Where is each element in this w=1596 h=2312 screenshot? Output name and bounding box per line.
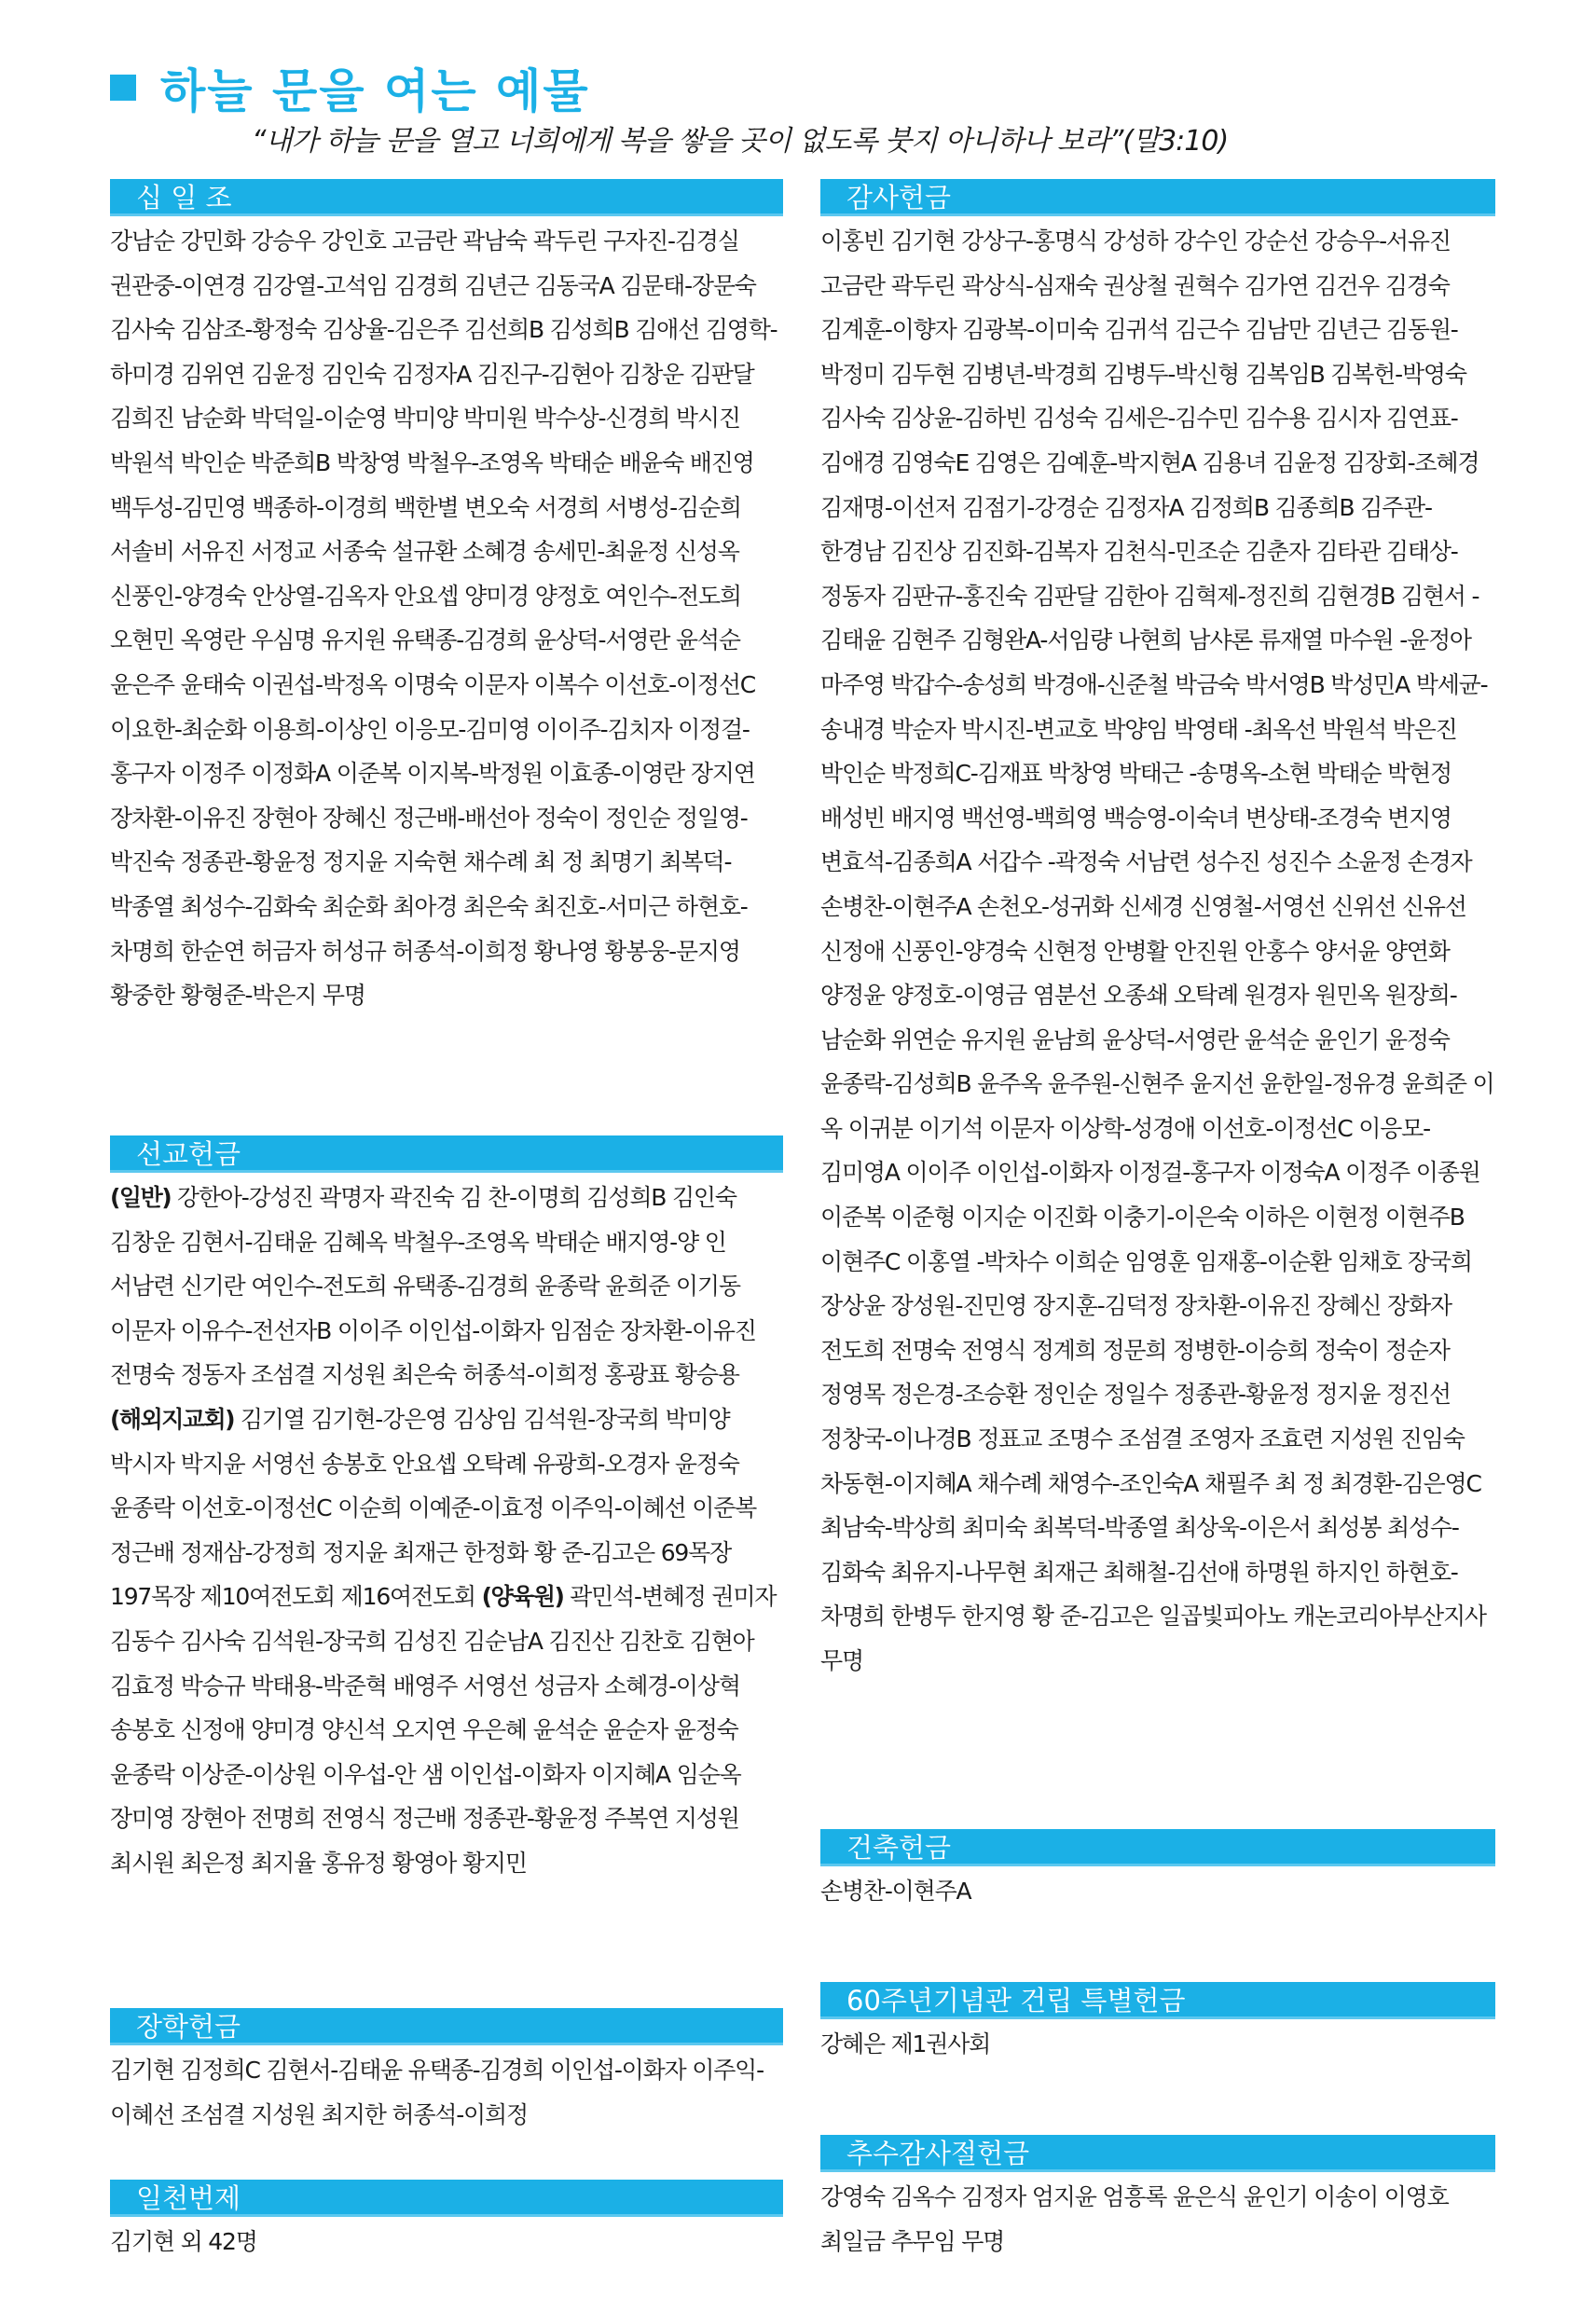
section-thanksgiving <box>820 179 1495 1684</box>
scholarship-names: 김기현 김정희C 김현서-김태윤 유택종-김경희 이인섭-이화자 이주익-이혜선 조섬결 지성원 최지한 허종석-이희정 <box>110 2057 764 2128</box>
section-first-thousand <box>110 2180 783 2264</box>
mission-general-names: 강한아-강성진 곽명자 곽진숙 김 찬-이명희 김성희B 김인숙 김창운 김현서-김태윤 김혜옥 박철우-조영옥 박태순 배지영-양 인 서남련 신기란 여인수-전도희 유택종-김경희 윤종락 윤희준 이기동 이문자 이유수-전선자B 이이주 이인섭-이화자 임점순 장차환-이유진 전명숙 정동자 조섬결 지성원 최은숙 허종석-이희정 홍광표 황승용 <box>110 1184 756 1389</box>
section-heading-anniversary: 60주년기념관 건립 특별헌금 <box>820 1982 1495 2019</box>
page-title: 하늘 문을 여는 예물 <box>160 64 590 118</box>
mission-nursing-label: (양육원) <box>481 1583 564 1611</box>
harvest-names: 강영숙 김옥수 김정자 엄지윤 엄흥록 윤은식 윤인기 이송이 이영호 최일금 추무임 무명 <box>820 2183 1449 2255</box>
section-scholarship <box>110 2008 783 2137</box>
mission-names <box>110 1176 783 1886</box>
section-heading-mission: 선교헌금 <box>110 1135 783 1173</box>
mission-overseas-names: 김기열 김기현-강은영 김상임 김석원-장국희 박미양 박시자 박지윤 서영선 송봉호 안요셉 오탁례 유광희-오경자 윤정숙 윤종락 이선호-이정선C 이순희 이예준-이효정 이주익-이혜선 이준복 정근배 정재삼-강정희 정지윤 최재근 한정화 황 준-김고은 69목장 197목장 제10여전도회 제16여전도회 <box>110 1405 757 1611</box>
mission-general-label: (일반) <box>110 1184 172 1211</box>
first-thousand-names: 김기현 외 42명 <box>110 2228 257 2255</box>
scripture-subtitle: “내가 하늘 문을 열고 너희에게 복을 쌓을 곳이 없도록 붓지 아니하나 보라”(말3:10) <box>252 125 1229 158</box>
section-heading-first-thousand: 일천번제 <box>110 2180 783 2217</box>
anniversary-names: 강혜은 제1권사회 <box>820 2030 991 2057</box>
mission-nursing-names: 곽민석-변혜정 권미자 김동수 김사숙 김석원-장국희 김성진 김순남A 김진산 김찬호 김현아 김효정 박승규 박태용-박준혁 배영주 서영선 성금자 소혜경-이상혁 송봉호 신정애 양미경 양신석 오지연 우은혜 윤석순 윤순자 윤정숙 윤종락 이상준-이상원 이우섭-안 샘 이인섭-이화자 이지혜A 임순옥 장미영 장현아 전명희 전영식 정근배 정종관-황윤정 주복연 지성원 최시원 최은정 최지율 홍유정 황영아 황지민 <box>110 1583 777 1877</box>
mission-overseas-label: (해외지교회) <box>110 1405 235 1433</box>
section-anniversary <box>820 1982 1495 2067</box>
tithe-names: 강남순 강민화 강승우 강인호 고금란 곽남숙 곽두린 구자진-김경실 권관중-이연경 김강열-고석임 김경희 김년근 김동국A 김문태-장문숙 김사숙 김삼조-황정숙 김상율-김은주 김선희B 김성희B 김애선 김영학-하미경 김위연 김윤정 김인숙 김정자A 김진구-김현아 김창운 김판달 김희진 남순화 박덕일-이순영 박미양 박미원 박수상-신경희 박시진 박원석 박인순 박준희B 박창영 박철우-조영옥 박태순 배윤숙 배진영 백두성-김민영 백종하-이경희 백한별 변오숙 서경희 서병성-김순희 서솔비 서유진 서정교 서종숙 설규환 소혜경 송세민-최윤정 신성옥 신풍인-양경숙 안상열-김옥자 안요셉 양미경 양정호 여인수-전도희 오현민 옥영란 우심명 유지원 유택종-김경희 윤상덕-서영란 윤석순 윤은주 윤태숙 이권섭-박정옥 이명숙 이문자 이복수 이선호-이정선C 이요한-최순화 이용희-이상인 이응모-김미영 이이주-김치자 이정걸-홍구자 이정주 이정화A 이준복 이지복-박정원 이효종-이영란 장지연 장차환-이유진 장현아 장혜신 정근배-배선아 정숙이 정인순 정일영-박진숙 정종관-황윤정 정지윤 지숙현 채수례 최 정 최명기 최복덕-박종열 최성수-김화숙 최순화 최아경 최은숙 최진호-서미근 하현호-차명희 한순연 허금자 허성규 허종석-이희정 황나영 황봉웅-문지영 황중한 황형준-박은지 무명 <box>110 227 777 1010</box>
section-heading-scholarship: 장학헌금 <box>110 2008 783 2045</box>
section-tithe <box>110 179 783 1018</box>
section-heading-tithe: 십 일 조 <box>110 179 783 216</box>
section-heading-thanksgiving: 감사헌금 <box>820 179 1495 216</box>
section-harvest <box>820 2135 1495 2264</box>
page-header <box>110 58 590 117</box>
thanksgiving-names: 이홍빈 김기현 강상구-홍명식 강성하 강수인 강순선 강승우-서유진 고금란 곽두린 곽상식-심재숙 권상철 권혁수 김가연 김건우 김경숙 김계훈-이향자 김광복-이미숙 김귀석 김근수 김남만 김년근 김동원-박정미 김두현 김병년-박경희 김병두-박신형 김복임B 김복헌-박영숙 김사숙 김상윤-김하빈 김성숙 김세은-김수민 김수용 김시자 김연표-김애경 김영숙E 김영은 김예훈-박지현A 김용녀 김윤정 김장회-조혜경 김재명-이선저 김점기-강경순 김정자A 김정희B 김종희B 김주관-한경남 김진상 김진화-김복자 김천식-민조순 김춘자 김타관 김태상-정동자 김판규-홍진숙 김판달 김한아 김혁제-정진희 김현경B 김현서 -김태윤 김현주 김형완A-서임량 나현희 남샤론 류재열 마수원 -윤정아 마주영 박갑수-송성희 박경애-신준철 박금숙 박서영B 박성민A 박세균-송내경 박순자 박시진-변교호 박양임 박영태 -최옥선 박원석 박은진 박인순 박정희C-김재표 박창영 박태근 -송명옥-소현 박태순 박현정 배성빈 배지영 백선영-백희영 백승영-이숙녀 변상태-조경숙 변지영 변효석-김종희A 서갑수 -곽정숙 서남련 성수진 성진수 소윤정 손경자 손병찬-이현주A 손천오-성귀화 신세경 신영철-서영선 신위선 신유선 신정애 신풍인-양경숙 신현정 안병활 안진원 안홍수 양서윤 양연화 양정윤 양정호-이영금 염분선 오종쇄 오탁례 원경자 원민옥 원장희-남순화 위연순 유지원 윤남희 윤상덕-서영란 윤석순 윤인기 윤정숙 윤종락-김성희B 윤주옥 윤주원-신현주 윤지선 윤한일-정유경 윤희준 이 옥 이귀분 이기석 이문자 이상학-성경애 이선호-이정선C 이응모-김미영A 이이주 이인섭-이화자 이정걸-홍구자 이정숙A 이정주 이종원 이준복 이준형 이지순 이진화 이충기-이은숙 이하은 이현정 이현주B 이현주C 이홍열 -박차수 이희순 임영훈 임재홍-이순환 임채호 장국희 장상윤 장성원-진민영 장지훈-김덕정 장차환-이유진 장혜신 장화자 전도희 전명숙 전영식 정계희 정문희 정병한-이승희 정숙이 정순자 정영목 정은경-조승환 정인순 정일수 정종관-황윤정 정지윤 정진선 정창국-이나경B 정표교 조명수 조섬결 조영자 조효련 지성원 진임숙 차동현-이지혜A 채수례 채영수-조인숙A 채필주 최 정 최경환-김은영C 최남숙-박상희 최미숙 최복덕-박종열 최상욱-이은서 최성봉 최성수-김화숙 최유지-나무현 최재근 최해철-김선애 하명원 하지인 하현호-차명희 한병두 한지영 황 준-김고은 일곱빛피아노 캐논코리아부산지사 무명 <box>820 227 1494 1674</box>
section-mission <box>110 1135 783 1886</box>
section-heading-harvest: 추수감사절헌금 <box>820 2135 1495 2172</box>
section-building <box>820 1829 1495 1914</box>
title-square-icon <box>110 75 136 101</box>
section-heading-building: 건축헌금 <box>820 1829 1495 1866</box>
building-names: 손병찬-이현주A <box>820 1878 971 1905</box>
